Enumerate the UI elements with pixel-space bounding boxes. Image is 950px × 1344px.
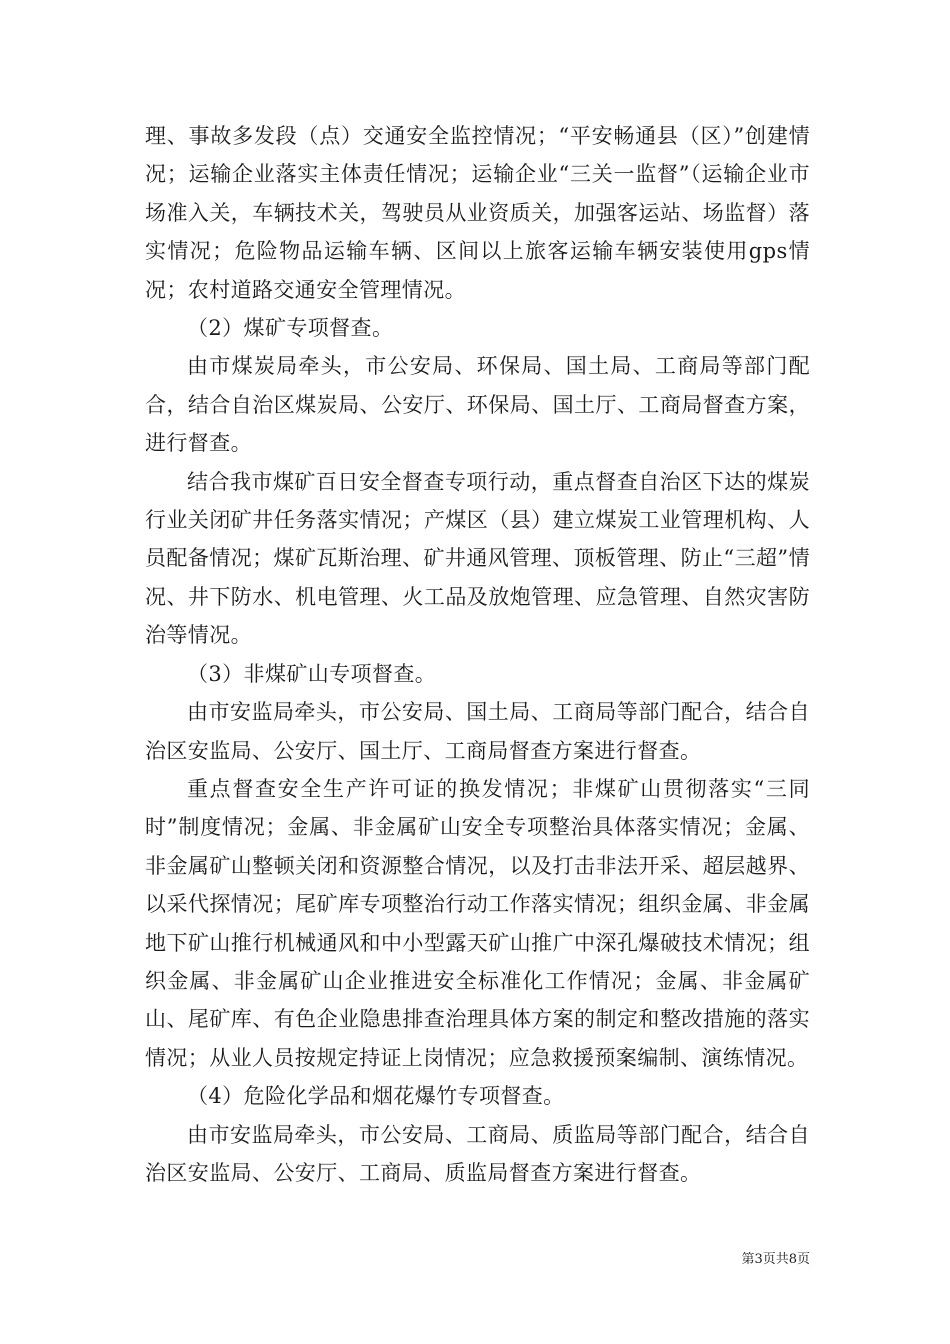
section-heading-non-coal-mine: （3）非煤矿山专项督查。 — [187, 661, 437, 686]
paragraph: 结合我市煤矿百日安全督查专项行动，重点督查自治区下达的煤炭行业关闭矿井任务落实情况；产煤区（县）建立煤炭工业管理机构、人员配备情况；煤矿瓦斯治理、矿井通风管理、顶板管理、防止“三超”情况、井下防水、机电管理、火工品及放炮管理、应急管理、自然灾害防治等情况。 — [145, 469, 810, 648]
paragraph: 重点督查安全生产许可证的换发情况；非煤矿山贯彻落实“三同时”制度情况；金属、非金属矿山安全专项整治具体落实情况；金属、非金属矿山整顿关闭和资源整合情况，以及打击非法开采、超层越界、以采代探情况；尾矿库专项整治行动工作落实情况；组织金属、非金属地下矿山推行机械通风和中小型露天矿山推广中深孔爆破技术情况；组织金属、非金属矿山企业推进安全标准化工作情况；金属、非金属矿山、尾矿库、有色企业隐患排查治理具体方案的制定和整改措施的落实情况；从业人员按规定持证上岗情况；应急救援预案编制、演练情况。 — [145, 776, 810, 1070]
section-heading-coal-mine: （2）煤矿专项督查。 — [187, 316, 394, 341]
paragraph: 由市煤炭局牵头，市公安局、环保局、国土局、工商局等部门配合，结合自治区煤炭局、公安厅、环保局、国土厅、工商局督查方案，进行督查。 — [145, 354, 810, 456]
paragraph: 由市安监局牵头，市公安局、国土局、工商局等部门配合，结合自治区安监局、公安厅、国土厅、工商局督查方案进行督查。 — [145, 700, 810, 763]
paragraph: 由市安监局牵头，市公安局、工商局、质监局等部门配合，结合自治区安监局、公安厅、工商局、质监局督查方案进行督查。 — [145, 1122, 810, 1185]
document-body — [145, 117, 810, 1192]
page-number: 第3页共8页 — [741, 1252, 810, 1267]
section-heading-hazardous-chemicals: （4）危险化学品和烟花爆竹专项督查。 — [187, 1084, 565, 1109]
paragraph-continuation: 理、事故多发段（点）交通安全监控情况；“平安畅通县（区）”创建情况；运输企业落实主体责任情况；运输企业“三关一监督”（运输企业市场准入关，车辆技术关，驾驶员从业资质关，加强客运站、场监督）落实情况；危险物品运输车辆、区间以上旅客运输车辆安装使用gps情况；农村道路交通安全管理情况。 — [145, 124, 810, 302]
